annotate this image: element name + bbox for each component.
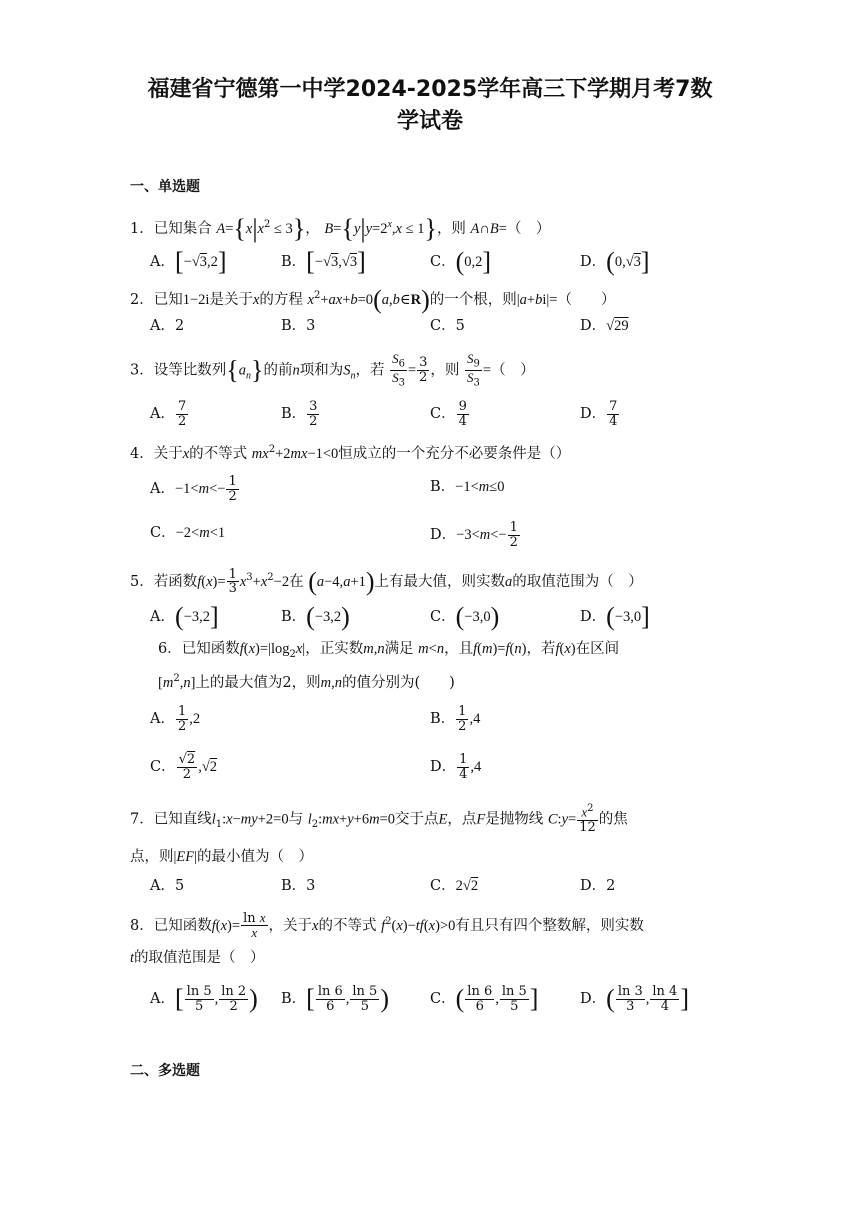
q6-option-c: C． $\frac{√2}{2}$ ,√2 bbox=[150, 752, 218, 782]
question-6-line1: 6．已知函数$f(x)=|\log_2x|$，正实数m,n满足 m<n，且f(m)=f(n)，若f(x)在区间 bbox=[158, 641, 620, 660]
section-multi-choice: 二、多选题 bbox=[130, 1063, 200, 1079]
q5-option-a: A．(−3,2] bbox=[150, 602, 219, 631]
q2-option-c: C．5 bbox=[430, 318, 465, 334]
q2-option-a: A．2 bbox=[150, 318, 185, 334]
q2-option-b: B．3 bbox=[281, 318, 316, 334]
question-1: 1．已知集合 $A=\{x|x^2 \le 3\}$， $B=\{y|y=2^x,x \le 1\}$，则 A∩B=（ ） bbox=[130, 213, 551, 243]
question-5: 5．若函数f(x)= $\frac{1}{3}$ $x^3+x^2-2$在 (a−4,a+1)上有最大值，则实数a的取值范围为（ ） bbox=[130, 566, 643, 597]
question-3: 3．设等比数列$\{a_n\}$的前n项和为$S_n$，若 $\frac{S_6}{S_3}$ = $\frac{3}{2}$ ，则 $\frac{S_9}{S_3}$ =（ ） bbox=[130, 351, 535, 389]
question-7-line1: 7．已知直线$l_1:x-my+2=0$与 $l_2:mx+y+6m=0$交于点E，点F是抛物线 C:y= $\frac{x^2}{12}$ 的焦 bbox=[130, 803, 628, 835]
q4-option-a: A．−1<m<− $\frac{1}{2}$ bbox=[150, 474, 237, 504]
q5-option-d: D．(−3,0] bbox=[580, 602, 650, 631]
exam-title-line2: 学试卷 bbox=[396, 109, 463, 134]
q7-option-d: D．2 bbox=[580, 878, 616, 894]
q7-option-c: C．2√2 bbox=[430, 878, 479, 894]
q3-option-c: C． $\frac{9}{4}$ bbox=[430, 399, 467, 429]
question-8-line1: 8．已知函数f(x)= $\frac{\text{ln x}}{x}$ ，关于x的不等式 $f^2(x)-tf(x)>0$有且只有四个整数解，则实数 bbox=[130, 909, 644, 941]
q8-option-c: C．( $\frac{\ln 6}{6}$ , $\frac{\ln 5}{5}$ ] bbox=[430, 984, 539, 1014]
q2-option-d: D．√29 bbox=[580, 318, 629, 334]
q5-option-b: B．(−3,2) bbox=[281, 602, 350, 631]
q8-option-a: A．[ $\frac{\ln 5}{5}$ , $\frac{\ln 2}{2}$ ) bbox=[150, 984, 258, 1014]
q3-option-b: B． $\frac{3}{2}$ bbox=[281, 399, 318, 429]
exam-title-line1: 福建省宁德第一中学2024-2025学年高三下学期月考7数 bbox=[147, 77, 713, 102]
question-8-line2: t的取值范围是（ ） bbox=[130, 950, 265, 966]
q1-option-b: B．[−√3,√3] bbox=[281, 247, 366, 276]
q7-option-a: A．5 bbox=[150, 878, 185, 894]
q1-option-c: C．(0,2] bbox=[430, 247, 492, 276]
q4-option-d: D．−3<m<− $\frac{1}{2}$ bbox=[430, 520, 518, 550]
exam-title bbox=[60, 74, 800, 138]
q5-option-c: C．(−3,0) bbox=[430, 602, 500, 631]
q7-option-b: B．3 bbox=[281, 878, 316, 894]
question-4: 4．关于x的不等式 $mx^2+2mx-1<0$恒成立的一个充分不必要条件是（） bbox=[130, 444, 571, 462]
q8-option-d: D．( $\frac{\ln 3}{3}$ , $\frac{\ln 4}{4}$ ] bbox=[580, 984, 689, 1014]
q6-option-b: B． $\frac{1}{2}$ ,4 bbox=[430, 704, 481, 734]
section-single-choice: 一、单选题 bbox=[130, 179, 200, 195]
question-7-line2: 点，则|EF|的最小值为（ ） bbox=[130, 849, 314, 865]
q4-option-c: C．−2<m<1 bbox=[150, 525, 226, 541]
question-2: 2．已知1−2i是关于x的方程 $x^2+ax+b=0(a,b\in R)$的一个根，则|a+bi|=（ ） bbox=[130, 284, 616, 314]
q1-option-a: A．[−√3,2] bbox=[150, 247, 227, 276]
q6-option-d: D． $\frac{1}{4}$ ,4 bbox=[430, 752, 482, 782]
q8-option-b: B．[ $\frac{\ln 6}{6}$ , $\frac{\ln 5}{5}$ ) bbox=[281, 984, 389, 1014]
question-6-line2: $[m^2,n]$上的最大值为2，则m,n的值分别为( ) bbox=[158, 673, 455, 691]
q3-option-a: A． $\frac{7}{2}$ bbox=[150, 399, 187, 429]
q1-option-d: D．(0,√3] bbox=[580, 247, 650, 276]
q4-option-b: B．−1<m≤0 bbox=[430, 479, 505, 495]
q3-option-d: D． $\frac{7}{4}$ bbox=[580, 399, 618, 429]
q6-option-a: A． $\frac{1}{2}$ ,2 bbox=[150, 704, 201, 734]
